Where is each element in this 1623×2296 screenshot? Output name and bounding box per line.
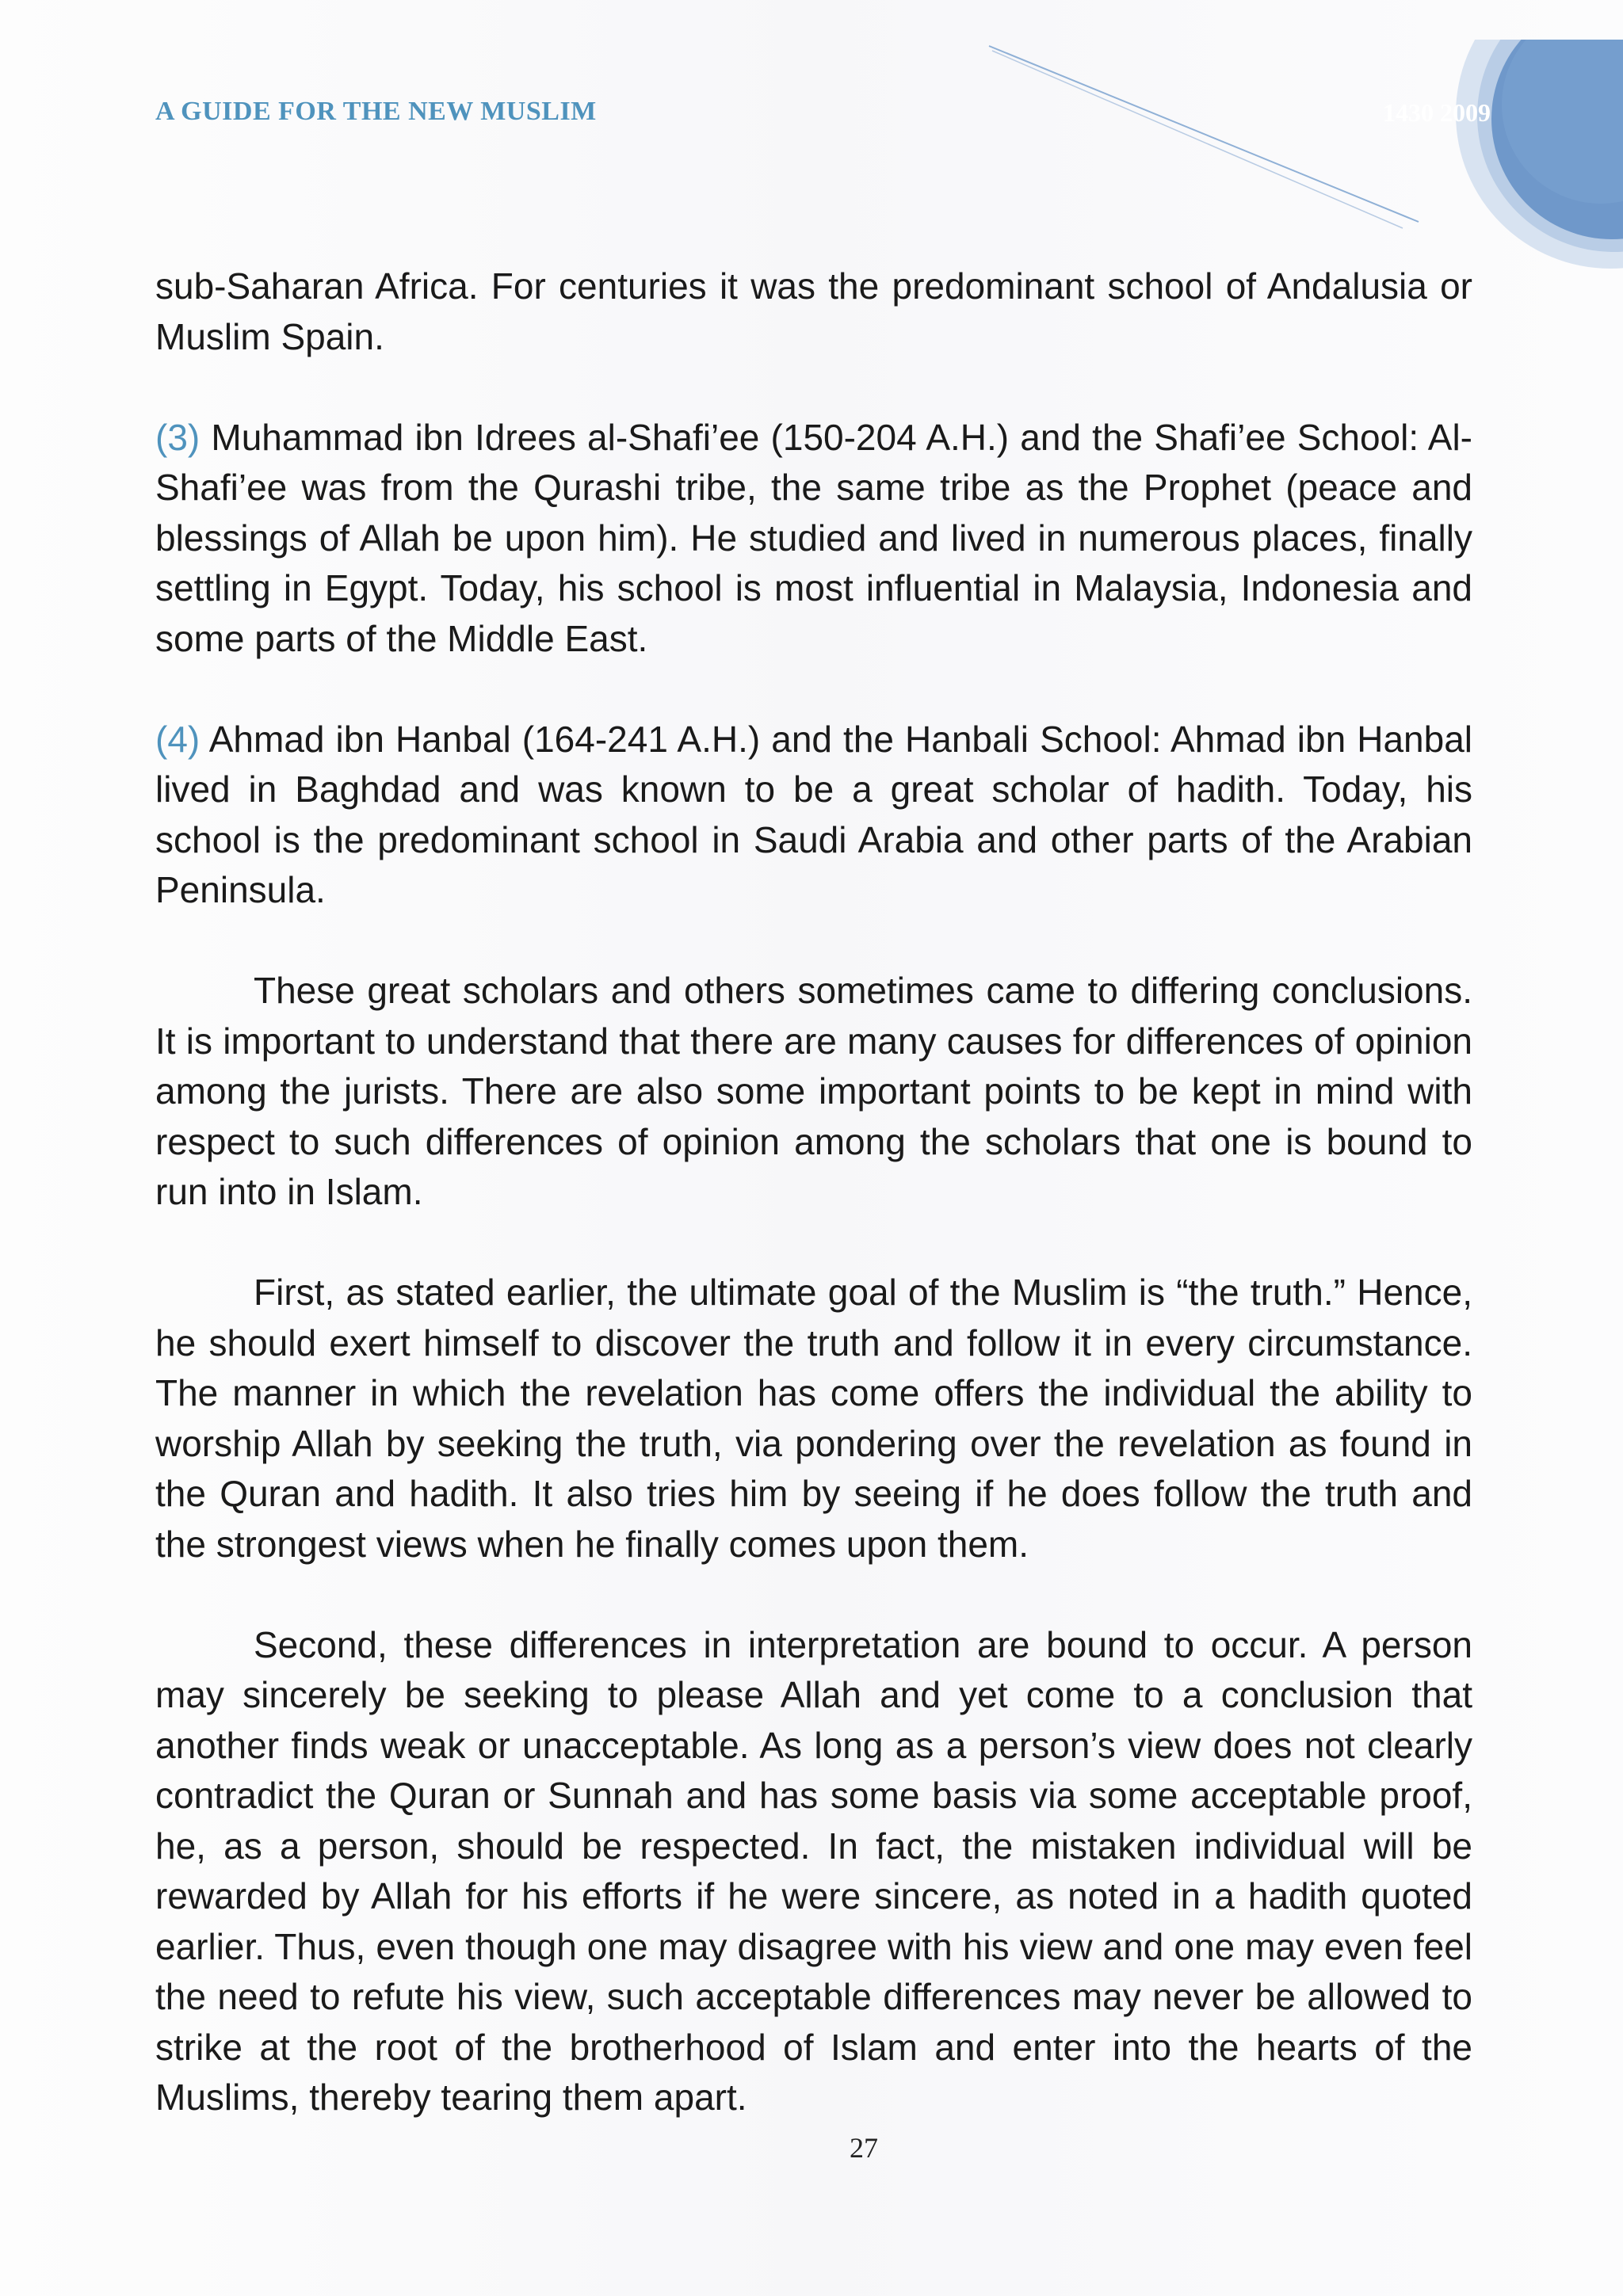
paragraph-text: Ahmad ibn Hanbal (164-241 A.H.) and the Hanbali School: Ahmad ibn Hanbal lived in Baghdad and was known to be a great scholar of hadith. Today, his school is the predominant school in Saudi Arabia and other parts of the Arabian Peninsula. (155, 718, 1472, 910)
paragraph (155, 715, 1472, 916)
paragraph (155, 261, 1472, 362)
paragraph-text: sub-Saharan Africa. For centuries it was the predominant school of Andalusia or Muslim Spain. (155, 265, 1472, 357)
ornament-line (989, 46, 1419, 222)
header-ornament (975, 40, 1623, 277)
paragraph-text: These great scholars and others sometimes came to differing conclusions. It is important to understand that there are many causes for differences of opinion among the jurists. There are also some important points to be kept in mind with respect to such differences of opinion among the scholars that one is bound to run into in Islam. (155, 970, 1472, 1212)
paragraph-text: First, as stated earlier, the ultimate goal of the Muslim is “the truth.” Hence, he should exert himself to discover the truth and follow it in every circumstance. The manner in which the revelation has come offers the individual the ability to worship Allah by seeking the truth, via pondering over the revelation as found in the Quran and hadith. It also tries him by seeing if he does follow the truth and the strongest views when he finally comes upon them. (155, 1272, 1472, 1565)
paragraph (155, 1268, 1472, 1569)
paragraph-text: Second, these differences in interpretation are bound to occur. A person may sincerely be seeking to please Allah and yet come to a conclusion that another finds weak or unacceptable. As long as a person’s view does not clearly contradict the Quran or Sunnah and has some basis via some acceptable proof, he, as a person, should be respected. In fact, the mistaken individual will be rewarded by Allah for his efforts if he were sincere, as noted in a hadith quoted earlier. Thus, even though one may disagree with his view and one may even feel the need to refute his view, such acceptable differences may never be allowed to strike at the root of the brotherhood of Islam and enter into the hearts of the Muslims, thereby tearing them apart. (155, 1623, 1472, 2118)
body-text (155, 261, 1472, 2173)
paragraph (155, 1620, 1472, 2123)
list-number: (3) (155, 416, 200, 458)
ornament-line (992, 51, 1403, 228)
paragraph (155, 413, 1472, 665)
header-year: 1430 2009 (1383, 98, 1491, 127)
running-header-title: A GUIDE FOR THE NEW MUSLIM (155, 97, 597, 126)
list-number: (4) (155, 718, 200, 760)
paragraph-text: Muhammad ibn Idrees al-Shafi’ee (150-204 A.H.) and the Shafi’ee School: Al-Shafi’ee was from the Qurashi tribe, the same tribe as the Prophet (peace and blessings of Allah be upon him). He studied and lived in numerous places, finally settling in Egypt. Today, his school is most influential in Malaysia, Indonesia and some parts of the Middle East. (155, 416, 1472, 659)
page-number: 27 (850, 2132, 878, 2164)
paragraph (155, 966, 1472, 1218)
